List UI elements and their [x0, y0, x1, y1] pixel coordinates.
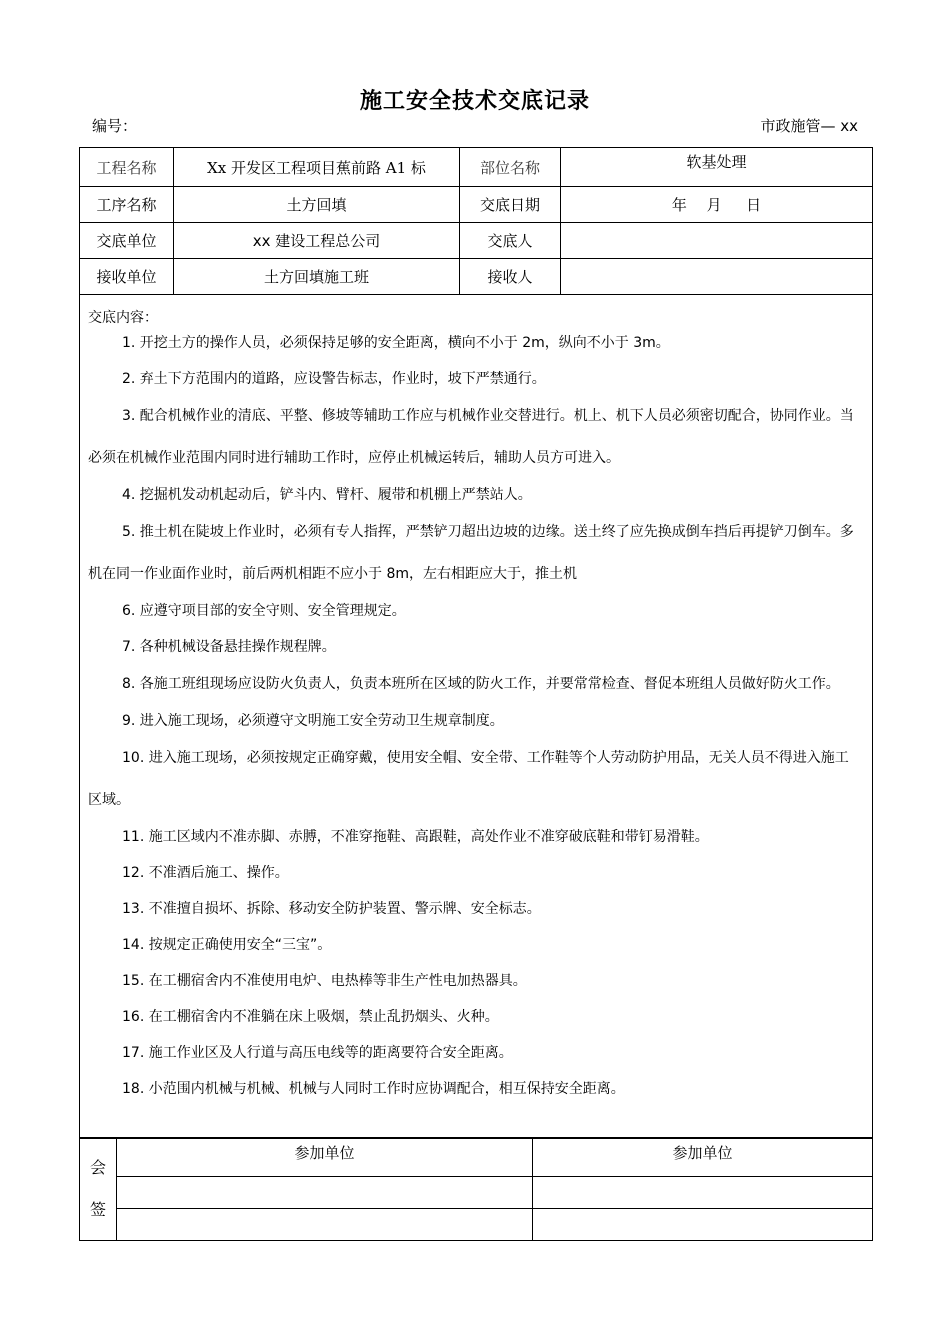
document-category: 市政施管— xx: [760, 117, 858, 135]
content-item: 9. 进入施工现场，必须遵守文明施工安全劳动卫生规章制度。: [122, 713, 504, 729]
disclosure-form: [79, 147, 873, 1139]
receiver-unit-label: 接收单位: [80, 259, 174, 295]
content-item: 5. 推土机在陡坡上作业时，必须有专人指挥，严禁铲刀超出边坡的边缘。送土终了应先换成倒车挡后再提铲刀倒车。多机在同一作业面作业时，前后两机相距不应小于 8m，左右相距应大于，推土机: [88, 524, 854, 582]
content-item: 15. 在工棚宿舍内不准使用电炉、电热棒等非生产性电加热器具。: [122, 973, 527, 989]
receiver-label: 接收人: [460, 259, 561, 295]
part-value: 软基处理: [561, 148, 873, 187]
content-item: 10. 进入施工现场，必须按规定正确穿戴，使用安全帽、安全带、工作鞋等个人劳动防护用品，无关人员不得进入施工区域。: [88, 750, 849, 808]
content-cell: [80, 295, 873, 1139]
signoff-cell[interactable]: [533, 1177, 873, 1209]
receiver-value: [561, 259, 873, 295]
row-project: [80, 148, 873, 187]
content-item: 8. 各施工班组现场应设防火负责人，负责本班所在区域的防火工作，并要常常检查、督促本班组人员做好防火工作。: [122, 676, 840, 692]
process-label: 工序名称: [80, 187, 174, 223]
issuer-label: 交底人: [460, 223, 561, 259]
signoff-label-bottom: 签: [89, 1200, 106, 1219]
row-content: [80, 295, 873, 1139]
issuer-unit-value: xx 建设工程总公司: [174, 223, 460, 259]
project-value: Xx 开发区工程项目蕉前路 A1 标: [174, 148, 460, 187]
signoff-col1-header: 参加单位: [117, 1138, 533, 1177]
signoff-cell[interactable]: [117, 1209, 533, 1241]
content-item: 17. 施工作业区及人行道与高压电线等的距离要符合安全距离。: [122, 1045, 513, 1061]
content-item: 4. 挖掘机发动机起动后，铲斗内、臂杆、履带和机棚上严禁站人。: [122, 487, 532, 503]
date-value: 年 月 日: [561, 187, 873, 223]
project-label: 工程名称: [80, 148, 174, 187]
signoff-row: [80, 1209, 873, 1241]
date-label: 交底日期: [460, 187, 561, 223]
issuer-value: [561, 223, 873, 259]
signoff-cell[interactable]: [533, 1209, 873, 1241]
content-item: 11. 施工区域内不准赤脚、赤膊，不准穿拖鞋、高跟鞋，高处作业不准穿破底鞋和带钉易滑鞋。: [122, 829, 709, 845]
row-issuer: [80, 223, 873, 259]
document-title: 施工安全技术交底记录: [359, 89, 590, 114]
signoff-label: [80, 1138, 117, 1241]
receiver-unit-value: 土方回填施工班: [174, 259, 460, 295]
signoff-table: [79, 1137, 873, 1241]
issuer-unit-label: 交底单位: [80, 223, 174, 259]
content-item: 3. 配合机械作业的清底、平整、修坡等辅助工作应与机械作业交替进行。机上、机下人员必须密切配合，协同作业。当必须在机械作业范围内同时进行辅助工作时，应停止机械运转后，辅助人员方可进入。: [88, 408, 854, 466]
content-item: 1. 开挖土方的操作人员，必须保持足够的安全距离，横向不小于 2m，纵向不小于 3m。: [122, 335, 670, 351]
content-heading: 交底内容：: [88, 310, 158, 326]
signoff-row: [80, 1177, 873, 1209]
content-item: 13. 不准擅自损坏、拆除、移动安全防护装置、警示牌、安全标志。: [122, 901, 541, 917]
content-item: 6. 应遵守项目部的安全守则、安全管理规定。: [122, 603, 406, 619]
content-item: 16. 在工棚宿舍内不准躺在床上吸烟，禁止乱扔烟头、火种。: [122, 1009, 499, 1025]
signoff-header-row: [80, 1138, 873, 1177]
signoff-label-top: 会: [89, 1158, 106, 1177]
content-item: 7. 各种机械设备悬挂操作规程牌。: [122, 639, 336, 655]
process-value: 土方回填: [174, 187, 460, 223]
row-process: [80, 187, 873, 223]
part-label: 部位名称: [460, 148, 561, 187]
content-item: 2. 弃土下方范围内的道路，应设警告标志，作业时，坡下严禁通行。: [122, 371, 546, 387]
signoff-cell[interactable]: [117, 1177, 533, 1209]
content-item: 14. 按规定正确使用安全“三宝”。: [122, 937, 332, 953]
signoff-col2-header: 参加单位: [533, 1138, 873, 1177]
document-number-label: 编号：: [92, 117, 138, 135]
content-item: 18. 小范围内机械与机械、机械与人同时工作时应协调配合，相互保持安全距离。: [122, 1081, 625, 1097]
content-item: 12. 不准酒后施工、操作。: [122, 865, 289, 881]
row-receiver: [80, 259, 873, 295]
